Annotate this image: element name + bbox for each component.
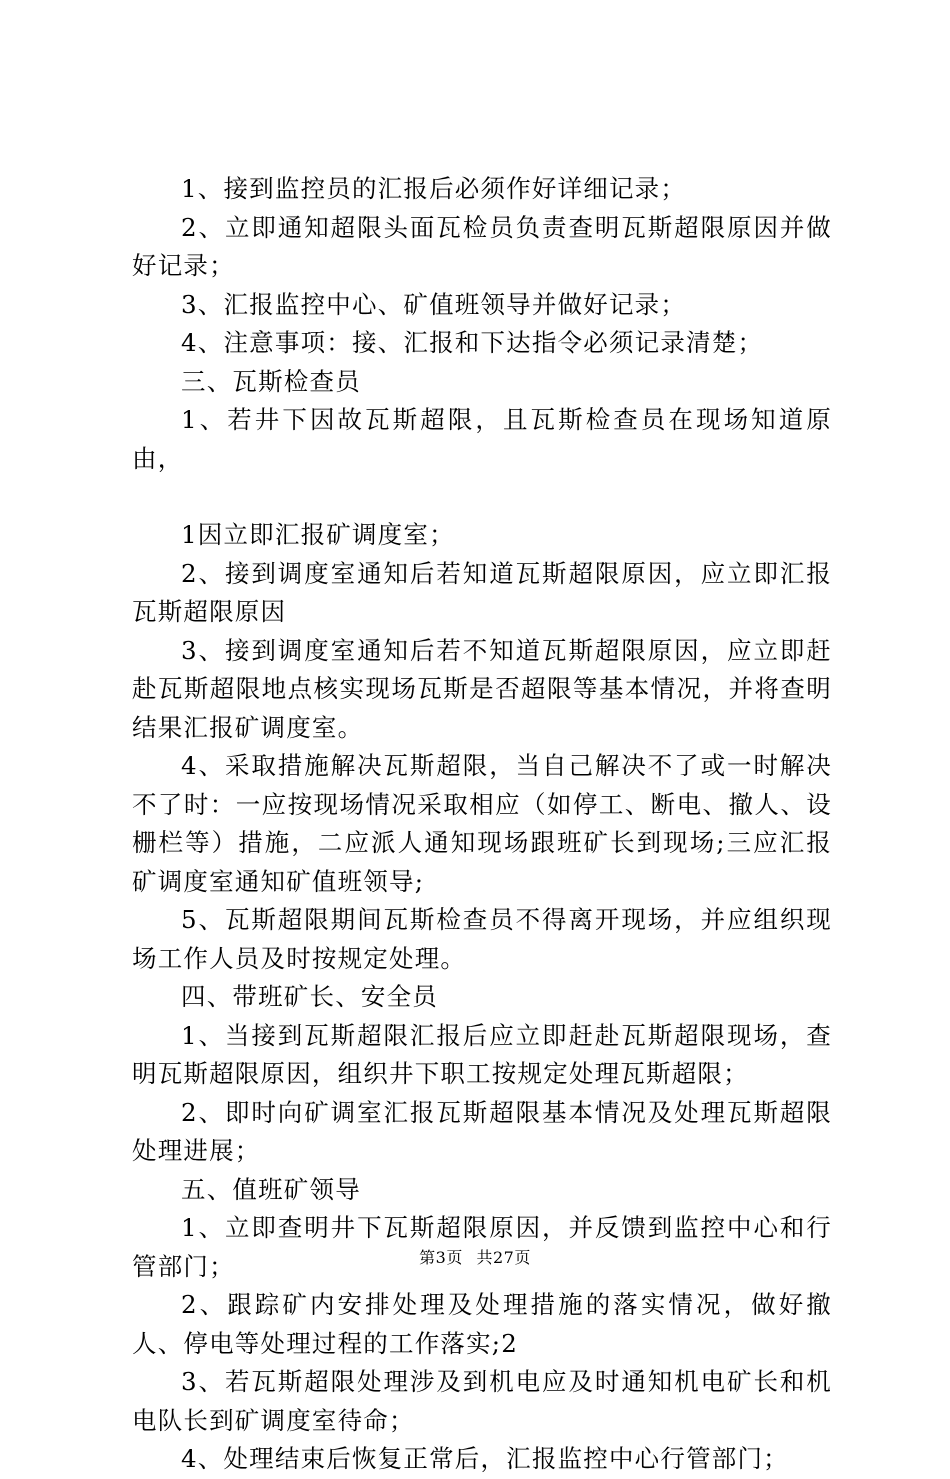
paragraph: 4、采取措施解决瓦斯超限，当自己解决不了或一时解决不了时：一应按现场情况采取相应（如停工、断电、撤人、设栅栏等）措施，二应派人通知现场跟班矿长到现场;三应汇报矿调度室通知矿值班领导; [132, 751, 832, 896]
paragraph: 2、跟踪矿内安排处理及处理措施的落实情况，做好撤人、停电等处理过程的工作落实;2 [132, 1290, 832, 1358]
page-number: 第3页 [419, 1248, 463, 1267]
paragraph: 5、瓦斯超限期间瓦斯检查员不得离开现场，并应组织现场工作人员及时按规定处理。 [132, 905, 832, 973]
paragraph: 2、立即通知超限头面瓦检员负责查明瓦斯超限原因并做好记录； [132, 212, 832, 280]
paragraph: 4、注意事项：接、汇报和下达指令必须记录清楚； [181, 328, 764, 357]
paragraph: 1、当接到瓦斯超限汇报后应立即赶赴瓦斯超限现场，查明瓦斯超限原因，组织井下职工按规定处理瓦斯超限； [132, 1020, 832, 1088]
paragraph: 2、接到调度室通知后若知道瓦斯超限原因，应立即汇报瓦斯超限原因 [132, 558, 832, 626]
section-heading: 四、带班矿长、安全员 [181, 982, 438, 1011]
paragraph: 3、汇报监控中心、矿值班领导并做好记录； [181, 289, 687, 319]
paragraph-gap [132, 478, 832, 516]
paragraph: 1、接到监控员的汇报后必须作好详细记录； [181, 174, 687, 203]
paragraph: 1、若井下因故瓦斯超限，且瓦斯检查员在现场知道原由， [132, 405, 832, 473]
section-heading: 三、瓦斯检查员 [181, 366, 361, 396]
paragraph: 2、即时向矿调室汇报瓦斯超限基本情况及处理瓦斯超限处理进展； [132, 1097, 832, 1165]
paragraph: 3、若瓦斯超限处理涉及到机电应及时通知机电矿长和机电队长到矿调度室待命； [132, 1367, 832, 1435]
paragraph: 4、处理结束后恢复正常后，汇报监控中心行管部门； [181, 1444, 789, 1473]
section-heading: 五、值班矿领导 [181, 1174, 361, 1204]
page-footer [0, 1245, 950, 1268]
document-body [132, 170, 832, 1479]
paragraph: 3、接到调度室通知后若不知道瓦斯超限原因，应立即赶赴瓦斯超限地点核实现场瓦斯是否超限等基本情况，并将查明结果汇报矿调度室。 [132, 635, 832, 742]
page-total: 共27页 [476, 1248, 531, 1267]
paragraph: 1因立即汇报矿调度室； [181, 520, 455, 549]
paragraph: 1、立即查明井下瓦斯超限原因，并反馈到监控中心和行管部门； [132, 1213, 832, 1281]
